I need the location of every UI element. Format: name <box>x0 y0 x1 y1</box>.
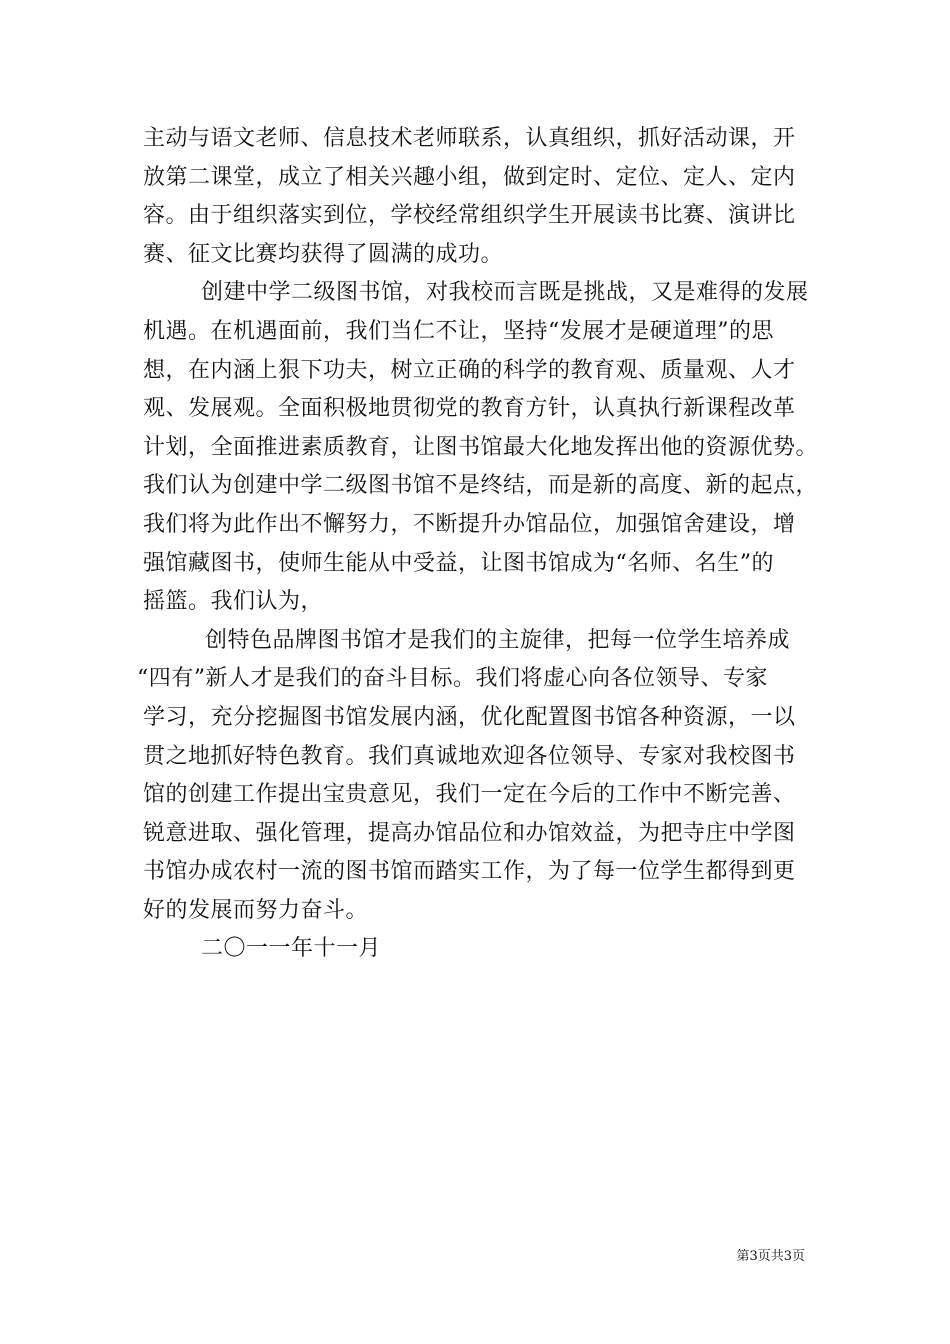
text-line: 放第二课堂，成立了相关兴趣小组，做到定时、定位、定人、定内 <box>143 164 796 190</box>
text-line: 好的发展而努力奋斗。 <box>143 897 369 923</box>
text-line: 馆的创建工作提出宝贵意见，我们一定在今后的工作中不断完善、 <box>143 782 796 808</box>
text-line: 我们认为创建中学二级图书馆不是终结，而是新的高度、新的起点， <box>143 473 819 499</box>
text-line: 锐意进取、强化管理，提高办馆品位和办馆效益，为把寺庄中学图 <box>143 820 796 846</box>
text-line: 机遇。在机遇面前，我们当仁不让，坚持“发展才是硬道理”的思 <box>143 318 774 344</box>
text-line: 书馆办成农村一流的图书馆而踏实工作，为了每一位学生都得到更 <box>143 859 796 885</box>
text-line: 我们将为此作出不懈努力，不断提升办馆品位，加强馆舍建设，增 <box>143 511 796 537</box>
text-line: 摇篮。我们认为， <box>143 589 324 615</box>
text-line: 贯之地抓好特色教育。我们真诚地欢迎各位领导、专家对我校图书 <box>143 743 796 769</box>
text-line: “四有”新人才是我们的奋斗目标。我们将虚心向各位领导、专家 <box>137 666 768 692</box>
text-line: 容。由于组织落实到位，学校经常组织学生开展读书比赛、演讲比 <box>143 203 796 229</box>
page-indicator: 第3页共3页 <box>736 1249 805 1264</box>
paragraph-first-line: 创建中学二级图书馆，对我校而言既是挑战，又是难得的发展 <box>201 280 809 306</box>
text-line: 强馆藏图书，使师生能从中受益，让图书馆成为“名师、名生”的 <box>143 550 774 576</box>
document-body <box>137 120 819 969</box>
text-line: 主动与语文老师、信息技术老师联系，认真组织，抓好活动课，开 <box>143 126 796 151</box>
text-line: 想，在内涵上狠下功夫，树立正确的科学的教育观、质量观、人才 <box>143 357 796 383</box>
paragraph-first-line: 创特色品牌图书馆才是我们的主旋律，把每一位学生培养成 <box>205 627 791 653</box>
text-line: 赛、征文比赛均获得了圆满的成功。 <box>143 241 504 267</box>
text-line: 计划，全面推进素质教育，让图书馆最大化地发挥出他的资源优势。 <box>143 434 819 460</box>
text-line: 学习，充分挖掘图书馆发展内涵，优化配置图书馆各种资源，一以 <box>143 704 796 730</box>
document-date: 二〇一一年十一月 <box>201 936 382 962</box>
text-line: 观、发展观。全面积极地贯彻党的教育方针，认真执行新课程改革 <box>143 396 796 422</box>
